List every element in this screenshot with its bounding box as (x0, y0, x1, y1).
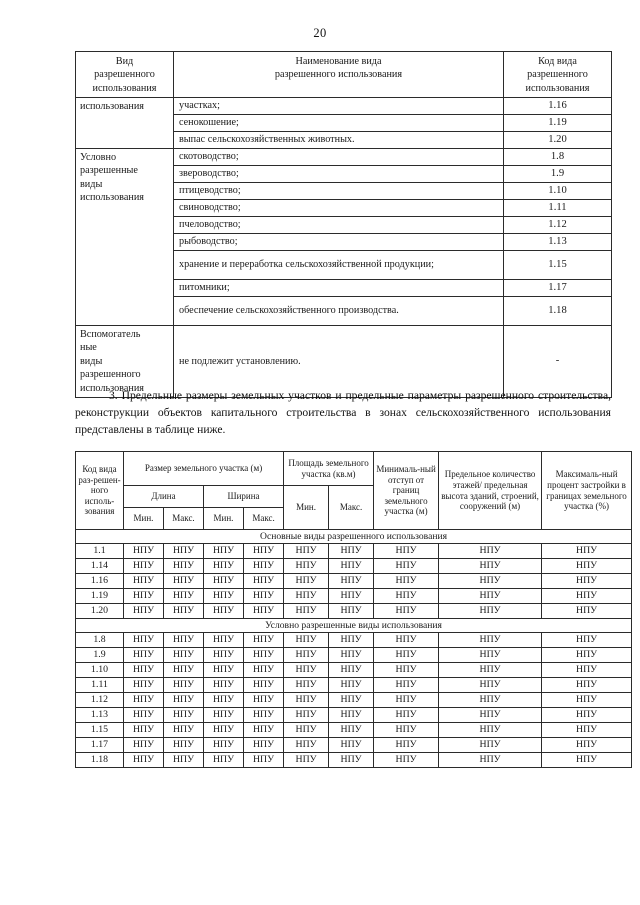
limits-value-cell: НПУ (124, 678, 164, 693)
table-row (76, 149, 612, 166)
limits-value-cell: НПУ (439, 589, 542, 604)
use-name-cell: скотоводство; (174, 149, 504, 166)
limits-value-cell: НПУ (204, 708, 244, 723)
limits-value-cell: НПУ (284, 648, 329, 663)
limits-value-cell: НПУ (329, 544, 374, 559)
limits-value-cell: НПУ (329, 574, 374, 589)
limits-value-cell: НПУ (329, 559, 374, 574)
limits-value-cell: НПУ (244, 678, 284, 693)
use-name-cell: не подлежит установлению. (174, 326, 504, 398)
limits-value-cell: НПУ (329, 693, 374, 708)
limits-value-cell: НПУ (284, 559, 329, 574)
use-code-cell: 1.16 (504, 98, 612, 115)
limits-value-cell: НПУ (374, 738, 439, 753)
use-kind-cell: использования (76, 98, 174, 149)
use-name-cell: птицеводство; (174, 183, 504, 200)
limits-code-cell: 1.17 (76, 738, 124, 753)
limits-value-cell: НПУ (204, 633, 244, 648)
limits-value-cell: НПУ (164, 589, 204, 604)
limits-value-cell: НПУ (284, 604, 329, 619)
limits-data-row (76, 663, 632, 678)
limits-value-cell: НПУ (439, 738, 542, 753)
limits-value-cell: НПУ (439, 633, 542, 648)
limits-code-cell: 1.14 (76, 559, 124, 574)
limits-value-cell: НПУ (124, 574, 164, 589)
limits-value-cell: НПУ (244, 589, 284, 604)
limits-value-cell: НПУ (164, 723, 204, 738)
limits-value-cell: НПУ (542, 738, 632, 753)
limits-value-cell: НПУ (124, 708, 164, 723)
limits-value-cell: НПУ (284, 738, 329, 753)
limits-value-cell: НПУ (124, 693, 164, 708)
limits-code-cell: 1.15 (76, 723, 124, 738)
use-code-cell: 1.17 (504, 280, 612, 297)
limits-value-cell: НПУ (164, 544, 204, 559)
limits-value-cell: НПУ (542, 663, 632, 678)
limits-value-cell: НПУ (164, 574, 204, 589)
use-code-cell: 1.20 (504, 132, 612, 149)
table-row (76, 98, 612, 115)
use-name-cell: обеспечение сельскохозяйственного производства. (174, 297, 504, 326)
limits-value-cell: НПУ (124, 648, 164, 663)
limits-value-cell: НПУ (374, 678, 439, 693)
use-code-cell: 1.18 (504, 297, 612, 326)
limits-value-cell: НПУ (204, 604, 244, 619)
header-length: Длина (124, 486, 204, 508)
header-code: Код вида разрешенного использования (504, 52, 612, 98)
limits-value-cell: НПУ (204, 559, 244, 574)
limits-value-cell: НПУ (204, 678, 244, 693)
page-number: 20 (313, 26, 327, 40)
limits-value-cell: НПУ (284, 723, 329, 738)
limits-value-cell: НПУ (244, 633, 284, 648)
limits-value-cell: НПУ (542, 633, 632, 648)
limits-value-cell: НПУ (244, 738, 284, 753)
limits-section-title: Условно разрешенные виды использования (76, 619, 632, 633)
limits-code-cell: 1.8 (76, 633, 124, 648)
limits-value-cell: НПУ (204, 723, 244, 738)
limits-value-cell: НПУ (542, 604, 632, 619)
use-code-cell: 1.8 (504, 149, 612, 166)
limits-value-cell: НПУ (244, 559, 284, 574)
use-code-cell: 1.15 (504, 251, 612, 280)
limits-value-cell: НПУ (124, 738, 164, 753)
header-floors-height: Предельное количество этажей/ предельная высота зданий, строений, сооружений (м) (439, 452, 542, 530)
limits-code-cell: 1.12 (76, 693, 124, 708)
limits-value-cell: НПУ (204, 738, 244, 753)
limits-value-cell: НПУ (284, 574, 329, 589)
limits-value-cell: НПУ (244, 693, 284, 708)
limits-value-cell: НПУ (542, 648, 632, 663)
limits-value-cell: НПУ (284, 708, 329, 723)
limits-value-cell: НПУ (204, 648, 244, 663)
limits-value-cell: НПУ (439, 693, 542, 708)
limits-section-title: Основные виды разрешенного использования (76, 530, 632, 544)
limits-value-cell: НПУ (439, 663, 542, 678)
limits-value-cell: НПУ (244, 723, 284, 738)
limits-data-row (76, 723, 632, 738)
limits-value-cell: НПУ (374, 589, 439, 604)
header-kind: Вид разрешенного использования (76, 52, 174, 98)
limits-code-cell: 1.18 (76, 753, 124, 768)
limits-code-cell: 1.10 (76, 663, 124, 678)
header-plot-size: Размер земельного участка (м) (124, 452, 284, 486)
limits-value-cell: НПУ (124, 723, 164, 738)
limits-value-cell: НПУ (374, 708, 439, 723)
limits-value-cell: НПУ (542, 589, 632, 604)
limits-value-cell: НПУ (244, 544, 284, 559)
limits-code-cell: 1.1 (76, 544, 124, 559)
limits-value-cell: НПУ (374, 604, 439, 619)
header-code-vru: Код вида раз-решен-ного исполь-зования (76, 452, 124, 530)
limits-value-cell: НПУ (124, 753, 164, 768)
limits-data-row (76, 738, 632, 753)
limits-value-cell: НПУ (374, 693, 439, 708)
limits-data-row (76, 633, 632, 648)
use-name-cell: хранение и переработка сельскохозяйственной продукции; (174, 251, 504, 280)
limits-value-cell: НПУ (284, 693, 329, 708)
limits-value-cell: НПУ (284, 633, 329, 648)
limits-value-cell: НПУ (284, 753, 329, 768)
use-name-cell: свиноводство; (174, 200, 504, 217)
limits-value-cell: НПУ (284, 544, 329, 559)
limits-value-cell: НПУ (244, 648, 284, 663)
use-name-cell: выпас сельскохозяйственных животных. (174, 132, 504, 149)
limits-value-cell: НПУ (329, 604, 374, 619)
limits-value-cell: НПУ (542, 708, 632, 723)
limits-code-cell: 1.11 (76, 678, 124, 693)
limits-value-cell: НПУ (244, 604, 284, 619)
use-code-cell: - (504, 326, 612, 398)
limits-value-cell: НПУ (329, 633, 374, 648)
limits-data-row (76, 753, 632, 768)
header-setback: Минималь-ный отступ от границ земельного участка (м) (374, 452, 439, 530)
limits-value-cell: НПУ (374, 753, 439, 768)
limits-value-cell: НПУ (204, 574, 244, 589)
limits-value-cell: НПУ (124, 559, 164, 574)
use-code-cell: 1.12 (504, 217, 612, 234)
paragraph-3: 3. Предельные размеры земельных участков и предельные параметры разрешенного строительства, реконструкции объектов капитального строительства в зонах сельскохозяйственного использования представлены в таблице ниже. (75, 389, 611, 436)
limits-data-row (76, 574, 632, 589)
limits-code-cell: 1.20 (76, 604, 124, 619)
limits-value-cell: НПУ (542, 574, 632, 589)
limits-value-cell: НПУ (164, 559, 204, 574)
permitted-uses-table (75, 51, 612, 398)
header-width: Ширина (204, 486, 284, 508)
limits-value-cell: НПУ (542, 753, 632, 768)
limits-value-cell: НПУ (374, 663, 439, 678)
limits-data-row (76, 604, 632, 619)
limits-value-cell: НПУ (374, 633, 439, 648)
header-width-min: Мин. (204, 508, 244, 530)
limits-data-row (76, 693, 632, 708)
limits-code-cell: 1.13 (76, 708, 124, 723)
limits-value-cell: НПУ (329, 648, 374, 663)
limits-value-cell: НПУ (164, 753, 204, 768)
limits-value-cell: НПУ (542, 723, 632, 738)
limits-value-cell: НПУ (124, 663, 164, 678)
limits-data-row (76, 678, 632, 693)
limits-value-cell: НПУ (284, 589, 329, 604)
limits-data-row (76, 648, 632, 663)
limits-value-cell: НПУ (439, 604, 542, 619)
header-name: Наименование вида разрешенного использования (174, 52, 504, 98)
limits-data-row (76, 708, 632, 723)
limits-value-cell: НПУ (329, 589, 374, 604)
limits-value-cell: НПУ (374, 559, 439, 574)
limits-code-cell: 1.9 (76, 648, 124, 663)
limits-value-cell: НПУ (204, 693, 244, 708)
limits-value-cell: НПУ (329, 663, 374, 678)
use-name-cell: рыбоводство; (174, 234, 504, 251)
limits-value-cell: НПУ (164, 678, 204, 693)
limits-value-cell: НПУ (244, 753, 284, 768)
use-code-cell: 1.19 (504, 115, 612, 132)
limits-value-cell: НПУ (439, 708, 542, 723)
limits-data-row (76, 544, 632, 559)
use-kind-cell: Условно разрешенные виды использования (76, 149, 174, 326)
limits-value-cell: НПУ (329, 753, 374, 768)
limits-value-cell: НПУ (204, 663, 244, 678)
limits-value-cell: НПУ (124, 589, 164, 604)
use-name-cell: питомники; (174, 280, 504, 297)
header-width-max: Макс. (244, 508, 284, 530)
limits-value-cell: НПУ (542, 678, 632, 693)
table-header-row (76, 52, 612, 98)
limits-value-cell: НПУ (329, 708, 374, 723)
limits-header-row-1 (76, 452, 632, 486)
limits-value-cell: НПУ (204, 544, 244, 559)
use-code-cell: 1.13 (504, 234, 612, 251)
limits-value-cell: НПУ (164, 604, 204, 619)
limits-value-cell: НПУ (329, 678, 374, 693)
limits-value-cell: НПУ (164, 663, 204, 678)
limits-value-cell: НПУ (374, 544, 439, 559)
limits-value-cell: НПУ (542, 544, 632, 559)
limits-value-cell: НПУ (542, 693, 632, 708)
limits-value-cell: НПУ (204, 753, 244, 768)
limits-value-cell: НПУ (204, 589, 244, 604)
limits-value-cell: НПУ (164, 648, 204, 663)
header-area-min: Мин. (284, 486, 329, 530)
use-kind-cell: Вспомогатель ные виды разрешенного использования (76, 326, 174, 398)
limits-value-cell: НПУ (439, 648, 542, 663)
limits-value-cell: НПУ (374, 648, 439, 663)
limits-value-cell: НПУ (439, 753, 542, 768)
limits-value-cell: НПУ (439, 559, 542, 574)
use-code-cell: 1.11 (504, 200, 612, 217)
limits-value-cell: НПУ (164, 693, 204, 708)
limits-value-cell: НПУ (374, 574, 439, 589)
limits-value-cell: НПУ (124, 633, 164, 648)
limits-value-cell: НПУ (124, 544, 164, 559)
header-area-max: Макс. (329, 486, 374, 530)
header-length-min: Мин. (124, 508, 164, 530)
limits-value-cell: НПУ (439, 678, 542, 693)
header-plot-area: Площадь земельного участка (кв.м) (284, 452, 374, 486)
limits-code-cell: 1.16 (76, 574, 124, 589)
use-code-cell: 1.10 (504, 183, 612, 200)
limits-value-cell: НПУ (542, 559, 632, 574)
use-name-cell: звероводство; (174, 166, 504, 183)
limit-parameters-table (75, 451, 632, 768)
limits-value-cell: НПУ (439, 723, 542, 738)
limits-value-cell: НПУ (439, 574, 542, 589)
limits-value-cell: НПУ (164, 633, 204, 648)
limits-value-cell: НПУ (164, 708, 204, 723)
table-row (76, 326, 612, 398)
use-name-cell: пчеловодство; (174, 217, 504, 234)
limits-value-cell: НПУ (329, 738, 374, 753)
header-length-max: Макс. (164, 508, 204, 530)
limits-value-cell: НПУ (329, 723, 374, 738)
limits-value-cell: НПУ (284, 678, 329, 693)
limits-value-cell: НПУ (124, 604, 164, 619)
limits-data-row (76, 559, 632, 574)
limits-value-cell: НПУ (164, 738, 204, 753)
limits-value-cell: НПУ (284, 663, 329, 678)
limits-code-cell: 1.19 (76, 589, 124, 604)
limits-section-row (76, 619, 632, 633)
limits-value-cell: НПУ (244, 663, 284, 678)
limits-value-cell: НПУ (244, 574, 284, 589)
limits-value-cell: НПУ (439, 544, 542, 559)
limits-data-row (76, 589, 632, 604)
limits-value-cell: НПУ (244, 708, 284, 723)
use-name-cell: участках; (174, 98, 504, 115)
limits-value-cell: НПУ (374, 723, 439, 738)
use-name-cell: сенокошение; (174, 115, 504, 132)
limits-section-row (76, 530, 632, 544)
use-code-cell: 1.9 (504, 166, 612, 183)
header-coverage-percent: Максималь-ный процент застройки в границах земельного участка (%) (542, 452, 632, 530)
